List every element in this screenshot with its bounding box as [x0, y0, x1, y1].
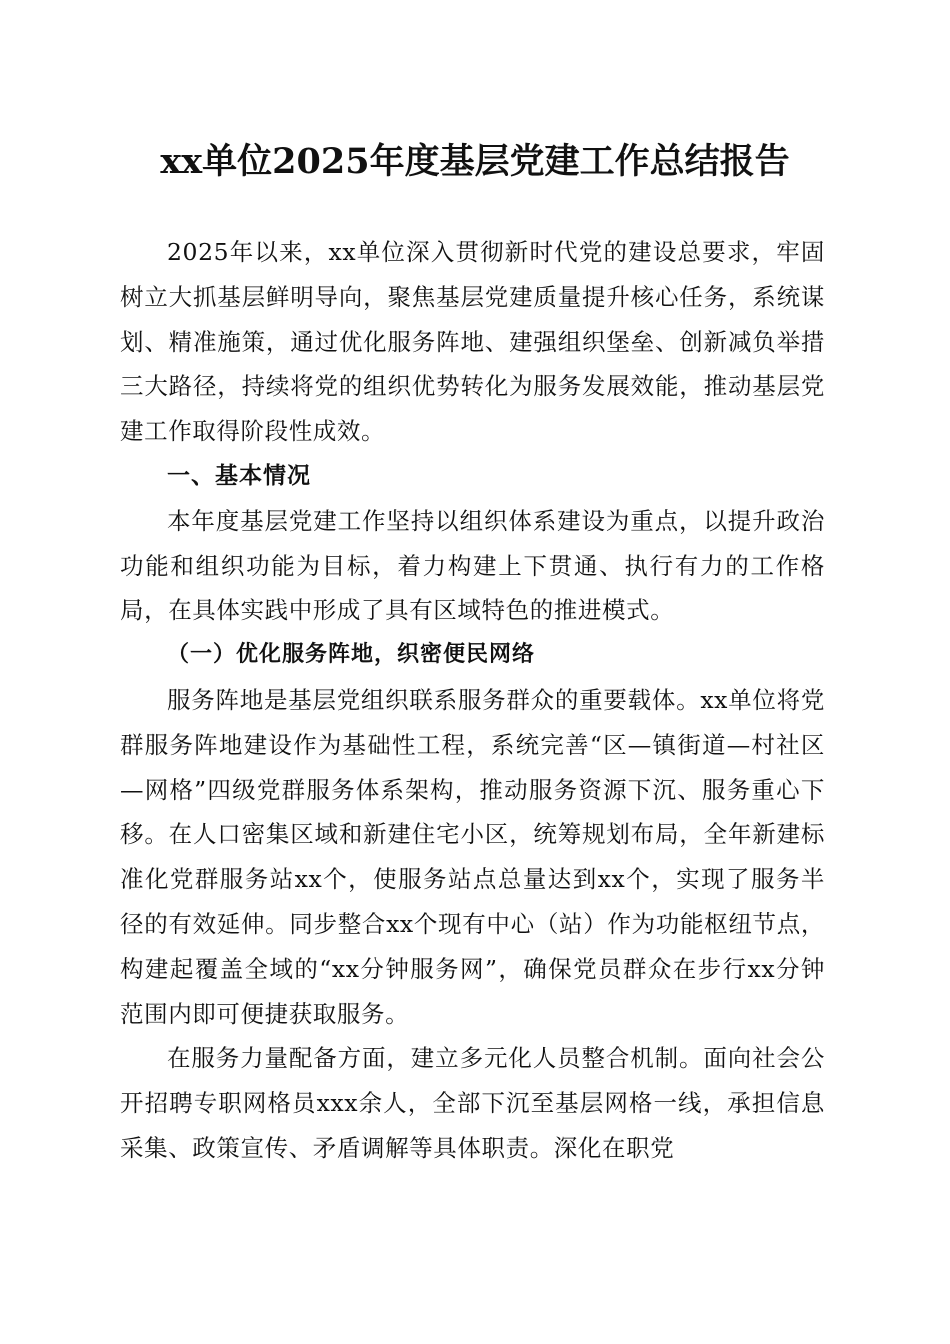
subsection-paragraph-1: 服务阵地是基层党组织联系服务群众的重要载体。xx单位将党群服务阵地建设作为基础性工程，系统完善“区—镇街道—村社区—网格”四级党群服务体系架构，推动服务资源下沉、服务重心下移。在人口密集区域和新建住宅小区，统筹规划布局，全年新建标准化党群服务站xx个，使服务站点总量达到xx个，实现了服务半径的有效延伸。同步整合xx个现有中心（站）作为功能枢纽节点，构建起覆盖全域的“xx分钟服务网”，确保党员群众在步行xx分钟范围内即可便捷获取服务。: [120, 685, 825, 1028]
intro-paragraph: 2025年以来，xx单位深入贯彻新时代党的建设总要求，牢固树立大抓基层鲜明导向，聚焦基层党建质量提升核心任务，系统谋划、精准施策，通过优化服务阵地、建强组织堡垒、创新减负举措三大路径，持续将党的组织优势转化为服务发展效能，推动基层党建工作取得阶段性成效。: [120, 238, 825, 446]
document-body: [120, 230, 825, 1171]
document-title: xx单位2025年度基层党建工作总结报告: [160, 141, 790, 182]
section-heading-basic-situation: 一、基本情况: [167, 462, 311, 489]
subsection-paragraph-2: 在服务力量配备方面，建立多元化人员整合机制。面向社会公开招聘专职网格员xxx余人，全部下沉至基层网格一线，承担信息采集、政策宣传、矛盾调解等具体职责。深化在职党: [120, 1044, 825, 1162]
subsection-heading-service-positions: （一）优化服务阵地，织密便民网络: [167, 642, 536, 668]
section-paragraph: 本年度基层党建工作坚持以组织体系建设为重点，以提升政治功能和组织功能为目标，着力构建上下贯通、执行有力的工作格局，在具体实践中形成了具有区域特色的推进模式。: [120, 506, 825, 625]
